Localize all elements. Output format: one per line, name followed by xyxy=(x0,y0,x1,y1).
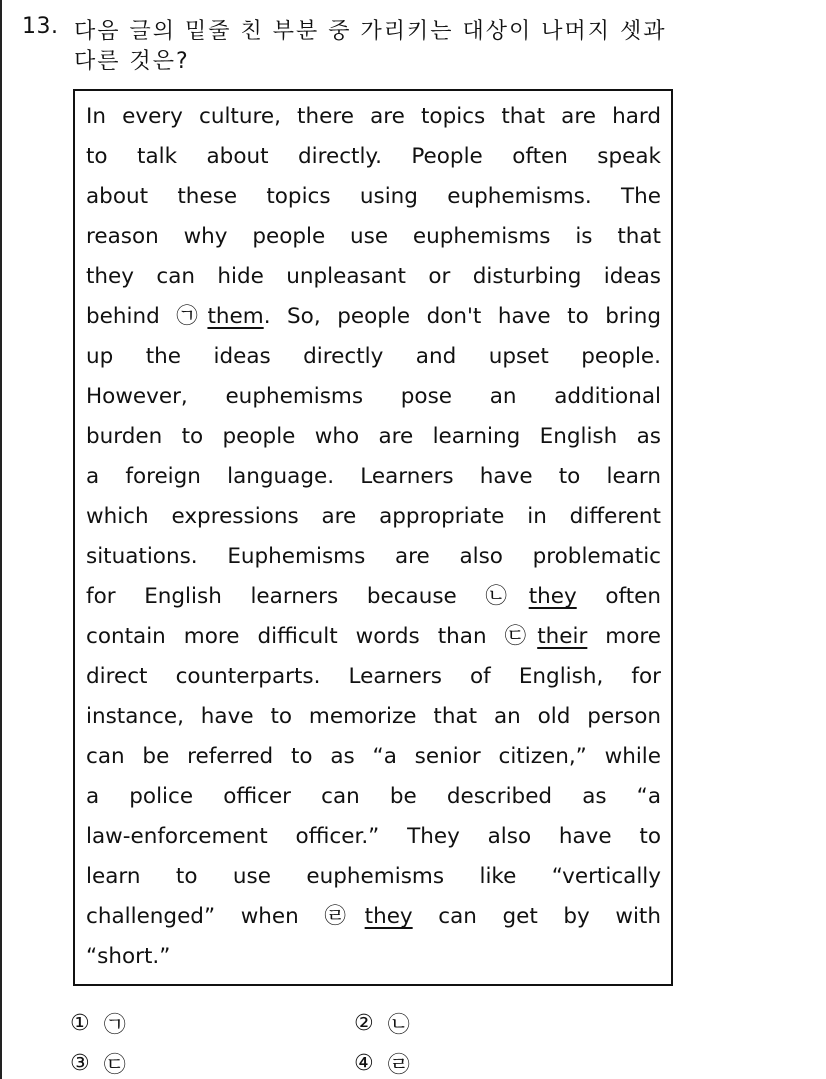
passage-line: a foreign language. Learners have to learn xyxy=(86,464,661,489)
passage-line: challenged” when ㉣they can get by with xyxy=(86,904,661,929)
option-number: ① xyxy=(70,1011,90,1036)
passage-line: learn to use euphemisms like “vertically xyxy=(86,864,661,889)
option-number: ② xyxy=(354,1011,374,1036)
passage-line: they can hide unpleasant or disturbing ideas xyxy=(86,264,661,289)
option-label: ㉠ xyxy=(103,1013,126,1038)
passage-line: contain more difficult words than ㉢their more xyxy=(86,624,661,649)
question-prompt-line-2: 다른 것은? xyxy=(74,49,190,74)
passage-line: which expressions are appropriate in different xyxy=(86,504,661,529)
passage-line: instance, have to memorize that an old person xyxy=(86,704,661,729)
passage-line: law-enforcement officer.” They also have to xyxy=(86,824,661,849)
passage-line: burden to people who are learning English as xyxy=(86,424,661,449)
option-1[interactable] xyxy=(70,1008,126,1039)
option-label: ㉡ xyxy=(387,1013,410,1038)
underlined-their: their xyxy=(537,624,588,649)
option-4[interactable] xyxy=(354,1048,410,1079)
passage-line: In every culture, there are topics that are hard xyxy=(86,104,661,129)
question-prompt-line-1: 다음 글의 밑줄 친 부분 중 가리키는 대상이 나머지 셋과 xyxy=(74,19,667,44)
passage-line: a police officer can be described as “a xyxy=(86,784,661,809)
passage-line: can be referred to as “a senior citizen,” while xyxy=(86,744,661,769)
option-2[interactable] xyxy=(354,1008,410,1039)
underlined-they-d: they xyxy=(364,904,413,929)
marker-b: ㉡ xyxy=(485,584,529,609)
option-label: ㉢ xyxy=(103,1053,126,1078)
option-3[interactable] xyxy=(70,1048,126,1079)
marker-d: ㉣ xyxy=(324,904,365,929)
passage-line: direct counterparts. Learners of English, for xyxy=(86,664,661,689)
passage-line: to talk about directly. People often speak xyxy=(86,144,661,169)
left-margin-rule xyxy=(0,0,2,1079)
passage-line: situations. Euphemisms are also problematic xyxy=(86,544,661,569)
option-label: ㉣ xyxy=(387,1053,410,1078)
passage-line: reason why people use euphemisms is that xyxy=(86,224,661,249)
underlined-they-b: they xyxy=(528,584,577,609)
passage-line: about these topics using euphemisms. The xyxy=(86,184,661,209)
passage-line: However, euphemisms pose an additional xyxy=(86,384,661,409)
question-number: 13. xyxy=(22,14,59,39)
marker-a: ㉠ xyxy=(176,304,208,329)
option-number: ④ xyxy=(354,1051,374,1076)
passage-line: behind ㉠them. So, people don't have to bring xyxy=(86,304,661,329)
option-number: ③ xyxy=(70,1051,90,1076)
passage-line: for English learners because ㉡they often xyxy=(86,584,661,609)
marker-c: ㉢ xyxy=(504,624,538,649)
passage-line: up the ideas directly and upset people. xyxy=(86,344,661,369)
underlined-them: them xyxy=(207,304,264,329)
passage-line: “short.” xyxy=(86,944,171,969)
